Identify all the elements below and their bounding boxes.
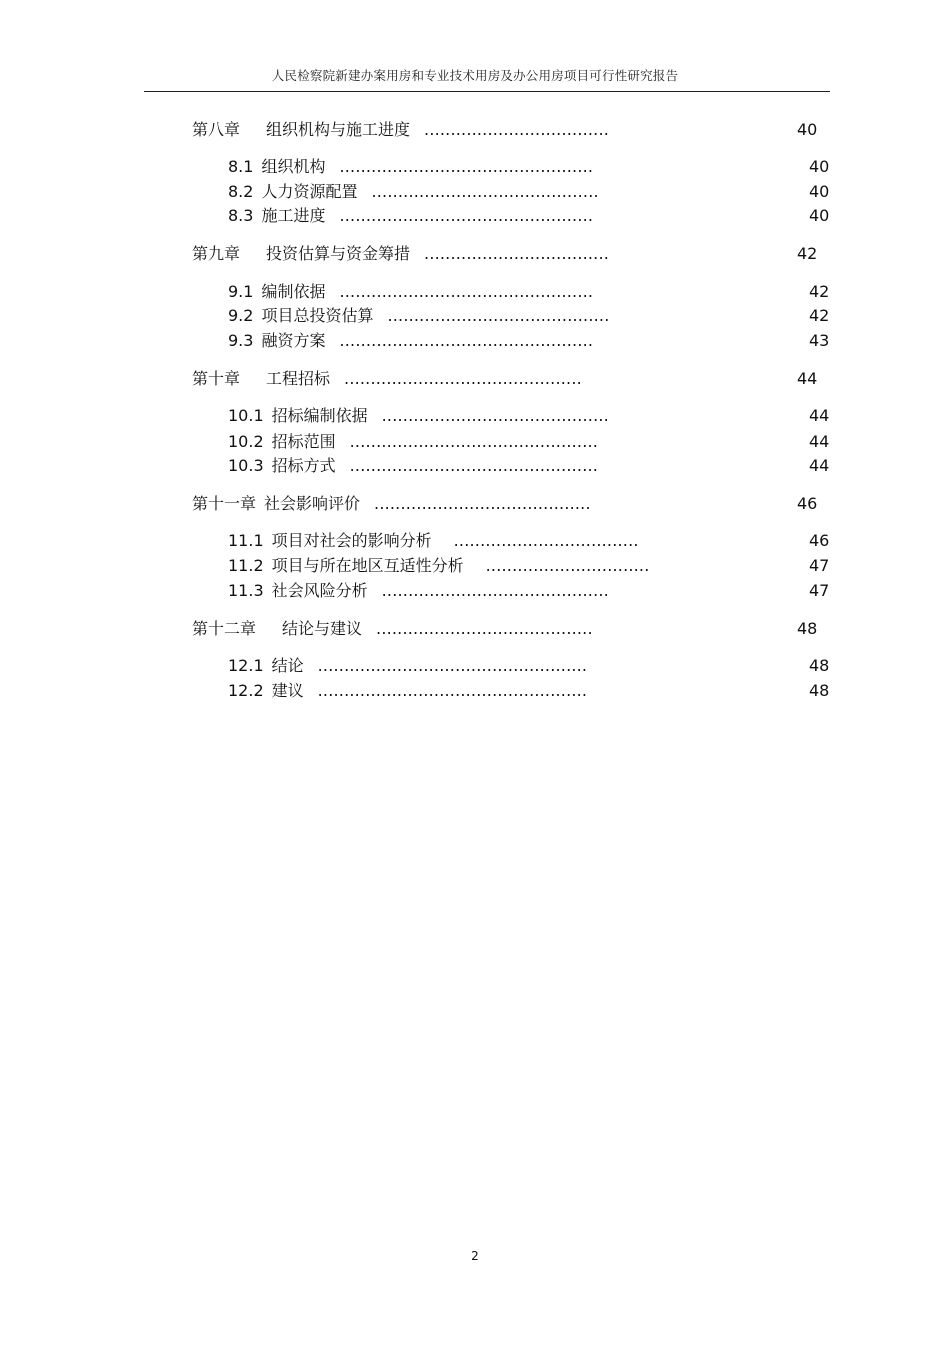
toc-section-11-2[interactable] bbox=[228, 556, 650, 576]
section-number: 8.2 bbox=[228, 182, 254, 201]
section-title: 组织机构 bbox=[261, 157, 326, 176]
section-title: 招标方式 bbox=[271, 456, 336, 475]
leader-dots: ......................................... bbox=[374, 494, 591, 513]
header-divider bbox=[144, 91, 830, 92]
toc-section-8-2[interactable] bbox=[228, 182, 599, 202]
section-title: 建议 bbox=[271, 681, 304, 700]
leader-dots: ................................... bbox=[424, 120, 610, 139]
toc-section-12-2[interactable] bbox=[228, 681, 587, 701]
toc-page-number: 40 bbox=[809, 206, 830, 225]
section-title: 项目总投资估算 bbox=[261, 306, 374, 325]
section-number: 11.2 bbox=[228, 556, 264, 575]
toc-page-number: 48 bbox=[809, 656, 830, 675]
toc-section-9-1[interactable] bbox=[228, 282, 593, 302]
footer-page-number: 2 bbox=[471, 1249, 479, 1263]
chapter-title: 工程招标 bbox=[266, 369, 331, 388]
toc-chapter-12[interactable] bbox=[192, 619, 593, 639]
toc-section-8-1[interactable] bbox=[228, 157, 593, 177]
section-title: 招标编制依据 bbox=[271, 406, 368, 425]
toc-section-11-1[interactable] bbox=[228, 531, 639, 551]
chapter-title: 组织机构与施工进度 bbox=[266, 120, 411, 139]
leader-dots: ................................................ bbox=[339, 331, 594, 350]
toc-page-number: 48 bbox=[809, 681, 830, 700]
toc-chapter-9[interactable] bbox=[192, 244, 609, 264]
section-number: 8.3 bbox=[228, 206, 254, 225]
toc-page-number: 48 bbox=[797, 619, 818, 638]
leader-dots: ......................................... bbox=[376, 619, 593, 638]
section-number: 12.1 bbox=[228, 656, 264, 675]
toc-chapter-11[interactable] bbox=[192, 494, 591, 514]
toc-chapter-10[interactable] bbox=[192, 369, 582, 389]
toc-page-number: 42 bbox=[809, 282, 830, 301]
toc-page-number: 44 bbox=[797, 369, 818, 388]
chapter-number: 第十章 bbox=[192, 369, 241, 388]
section-number: 11.3 bbox=[228, 581, 264, 600]
toc-page-number: 40 bbox=[809, 157, 830, 176]
page-header-title: 人民检察院新建办案用房和专业技术用房及办公用房项目可行性研究报告 bbox=[271, 68, 679, 83]
leader-dots: ........................................... bbox=[381, 581, 609, 600]
leader-dots: ........................................... bbox=[381, 406, 609, 425]
chapter-number: 第九章 bbox=[192, 244, 241, 263]
section-number: 10.1 bbox=[228, 406, 264, 425]
section-number: 12.2 bbox=[228, 681, 264, 700]
section-title: 结论 bbox=[271, 656, 304, 675]
section-title: 招标范围 bbox=[271, 432, 336, 451]
leader-dots: ............................................... bbox=[349, 456, 599, 475]
toc-page-number: 42 bbox=[797, 244, 818, 263]
leader-dots: ............................................... bbox=[349, 432, 599, 451]
toc-section-8-3[interactable] bbox=[228, 206, 593, 226]
section-number: 8.1 bbox=[228, 157, 254, 176]
section-title: 项目与所在地区互适性分析 bbox=[271, 556, 464, 575]
chapter-title: 投资估算与资金筹措 bbox=[266, 244, 411, 263]
section-title: 融资方案 bbox=[261, 331, 326, 350]
toc-section-10-1[interactable] bbox=[228, 406, 609, 426]
toc-chapter-8[interactable] bbox=[192, 120, 609, 140]
section-number: 9.3 bbox=[228, 331, 254, 350]
leader-dots: ................................................ bbox=[339, 157, 594, 176]
toc-page-number: 47 bbox=[809, 581, 830, 600]
toc-page-number: 44 bbox=[809, 456, 830, 475]
section-title: 社会风险分析 bbox=[271, 581, 368, 600]
section-title: 项目对社会的影响分析 bbox=[271, 531, 432, 550]
chapter-title: 结论与建议 bbox=[282, 619, 363, 638]
leader-dots: .......................................... bbox=[387, 306, 610, 325]
chapter-number: 第十一章 bbox=[192, 494, 257, 513]
toc-page-number: 40 bbox=[797, 120, 818, 139]
chapter-title: 社会影响评价 bbox=[264, 494, 361, 513]
leader-dots: ................................................... bbox=[317, 656, 588, 675]
leader-dots: ................................... bbox=[424, 244, 610, 263]
section-number: 11.1 bbox=[228, 531, 264, 550]
section-number: 9.2 bbox=[228, 306, 254, 325]
leader-dots: ................................................ bbox=[339, 282, 594, 301]
leader-dots: ................................... bbox=[453, 531, 639, 550]
toc-section-10-3[interactable] bbox=[228, 456, 598, 476]
toc-page-number: 46 bbox=[809, 531, 830, 550]
chapter-number: 第八章 bbox=[192, 120, 241, 139]
leader-dots: ............................... bbox=[485, 556, 650, 575]
toc-section-10-2[interactable] bbox=[228, 432, 598, 452]
toc-section-11-3[interactable] bbox=[228, 581, 609, 601]
toc-section-12-1[interactable] bbox=[228, 656, 587, 676]
section-number: 10.3 bbox=[228, 456, 264, 475]
toc-page-number: 47 bbox=[809, 556, 830, 575]
leader-dots: ............................................. bbox=[344, 369, 582, 388]
leader-dots: ................................................ bbox=[339, 206, 594, 225]
section-number: 10.2 bbox=[228, 432, 264, 451]
section-title: 人力资源配置 bbox=[261, 182, 358, 201]
section-title: 编制依据 bbox=[261, 282, 326, 301]
toc-page-number: 44 bbox=[809, 406, 830, 425]
leader-dots: ................................................... bbox=[317, 681, 588, 700]
toc-page-number: 42 bbox=[809, 306, 830, 325]
chapter-number: 第十二章 bbox=[192, 619, 257, 638]
section-number: 9.1 bbox=[228, 282, 254, 301]
toc-page-number: 43 bbox=[809, 331, 830, 350]
toc-page-number: 44 bbox=[809, 432, 830, 451]
leader-dots: ........................................... bbox=[371, 182, 599, 201]
section-title: 施工进度 bbox=[261, 206, 326, 225]
toc-page-number: 40 bbox=[809, 182, 830, 201]
toc-page-number: 46 bbox=[797, 494, 818, 513]
toc-section-9-2[interactable] bbox=[228, 306, 609, 326]
toc-section-9-3[interactable] bbox=[228, 331, 593, 351]
